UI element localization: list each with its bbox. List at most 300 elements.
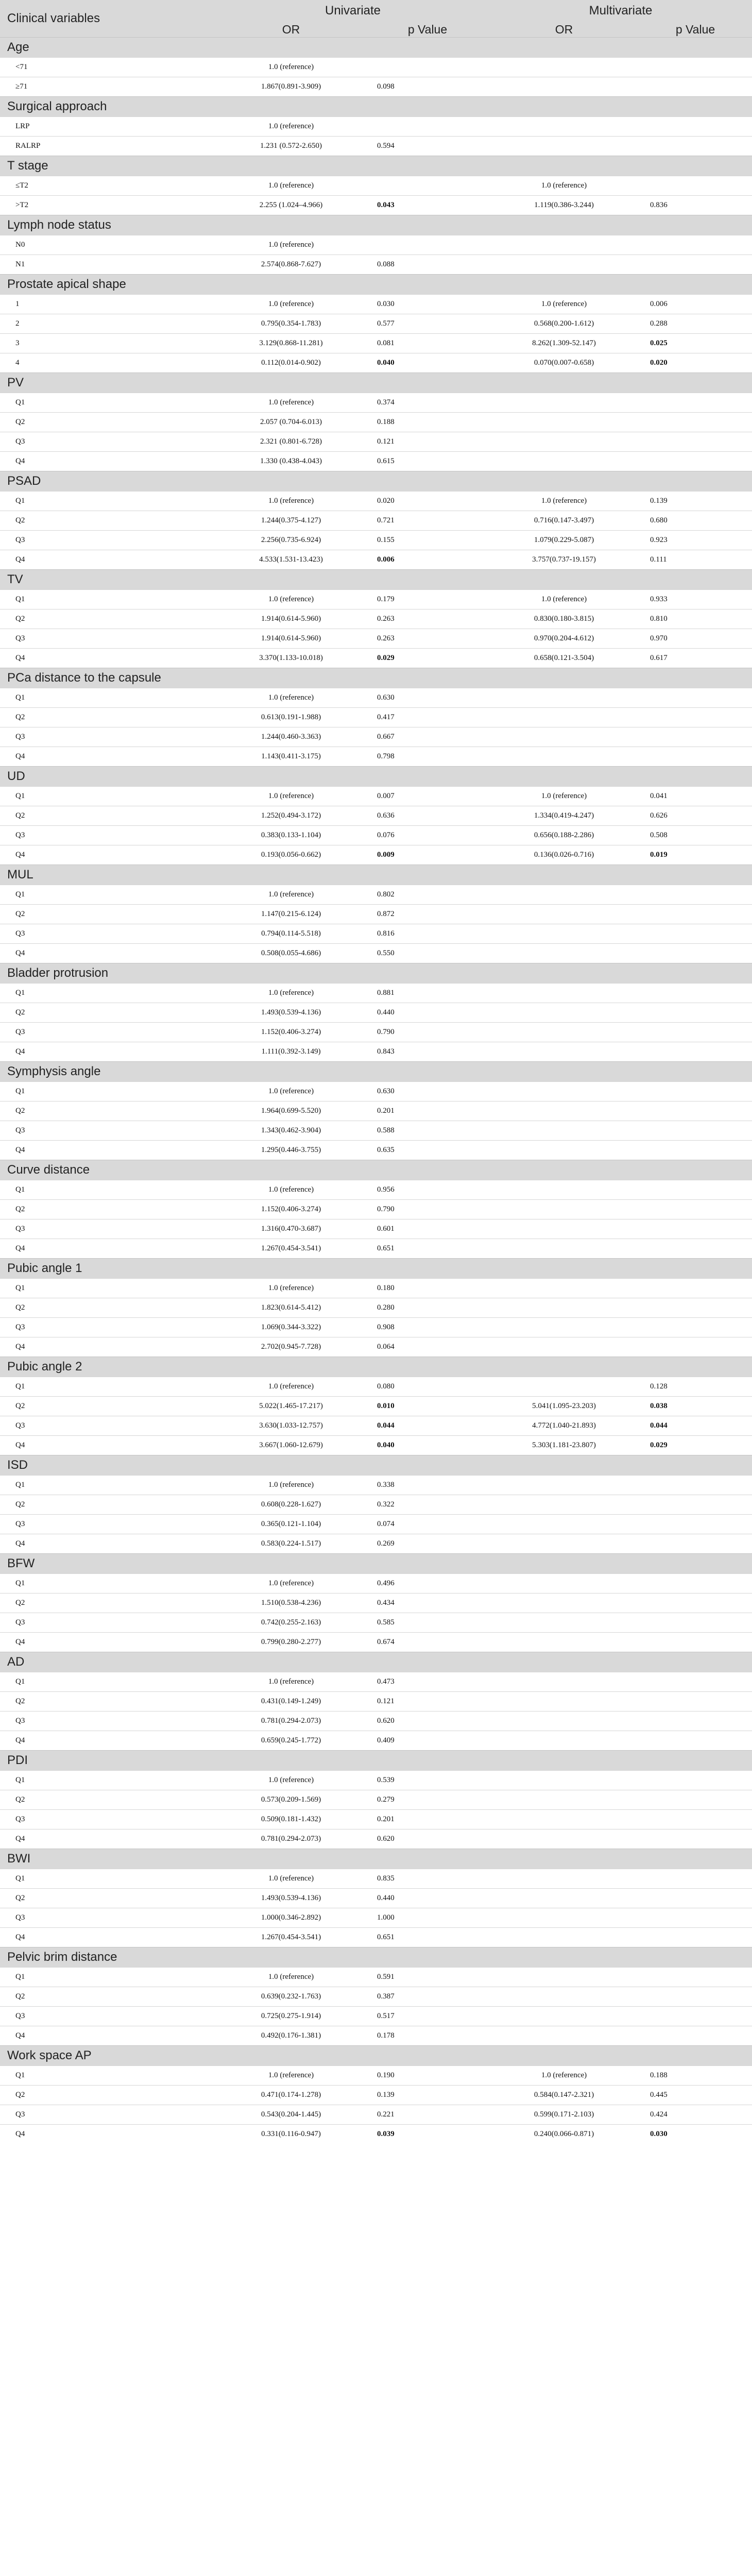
multivariate-p-cell: 0.128 xyxy=(639,1377,752,1397)
multivariate-p-cell: 0.188 xyxy=(639,2066,752,2086)
section-row xyxy=(0,275,752,295)
multivariate-or-cell: 0.658(0.121-3.504) xyxy=(489,649,639,668)
multivariate-p-cell: 0.044 xyxy=(639,1416,752,1436)
univariate-or-cell: 1.143(0.411-3.175) xyxy=(216,747,366,767)
section-row xyxy=(0,1554,752,1574)
row-label: Q3 xyxy=(0,2007,216,2026)
univariate-or-cell: 1.0 (reference) xyxy=(216,1574,366,1594)
table-row xyxy=(0,58,752,77)
row-label: N1 xyxy=(0,255,216,275)
univariate-or-cell: 1.0 (reference) xyxy=(216,1968,366,1987)
univariate-or-cell: 1.244(0.460-3.363) xyxy=(216,727,366,747)
section-row xyxy=(0,38,752,58)
multivariate-p-cell xyxy=(639,1121,752,1141)
multivariate-p-cell xyxy=(639,1711,752,1731)
section-title: Prostate apical shape xyxy=(0,275,752,295)
row-label: Q2 xyxy=(0,1298,216,1318)
table-row xyxy=(0,944,752,963)
univariate-p-cell: 0.263 xyxy=(366,629,489,649)
multivariate-p-cell xyxy=(639,924,752,944)
univariate-p-cell: 0.802 xyxy=(366,885,489,905)
section-title: MUL xyxy=(0,865,752,885)
univariate-or-cell: 1.111(0.392-3.149) xyxy=(216,1042,366,1062)
table-row xyxy=(0,117,752,137)
univariate-p-cell: 0.179 xyxy=(366,590,489,609)
multivariate-or-cell xyxy=(489,1672,639,1692)
multivariate-or-cell xyxy=(489,885,639,905)
multivariate-p-header: p Value xyxy=(639,22,752,38)
multivariate-p-cell xyxy=(639,1908,752,1928)
univariate-or-cell: 1.0 (reference) xyxy=(216,1771,366,1790)
table-row xyxy=(0,196,752,215)
row-label: Q4 xyxy=(0,1239,216,1259)
multivariate-or-cell: 0.240(0.066-0.871) xyxy=(489,2125,639,2144)
univariate-or-cell: 1.252(0.494-3.172) xyxy=(216,806,366,826)
multivariate-p-cell xyxy=(639,137,752,156)
row-label: Q1 xyxy=(0,984,216,1003)
section-title: BFW xyxy=(0,1554,752,1574)
row-label: Q1 xyxy=(0,590,216,609)
univariate-or-cell: 0.508(0.055-4.686) xyxy=(216,944,366,963)
univariate-p-cell: 0.591 xyxy=(366,1968,489,1987)
table-row xyxy=(0,747,752,767)
univariate-or-cell: 1.914(0.614-5.960) xyxy=(216,609,366,629)
row-label: Q2 xyxy=(0,413,216,432)
univariate-or-cell: 1.493(0.539-4.136) xyxy=(216,1889,366,1908)
univariate-or-cell: 1.510(0.538-4.236) xyxy=(216,1594,366,1613)
row-label: RALRP xyxy=(0,137,216,156)
table-row xyxy=(0,1968,752,1987)
univariate-p-cell: 0.121 xyxy=(366,1692,489,1711)
section-row xyxy=(0,1751,752,1771)
multivariate-p-cell: 0.111 xyxy=(639,550,752,570)
multivariate-or-cell xyxy=(489,1318,639,1337)
section-title: Pubic angle 2 xyxy=(0,1357,752,1377)
multivariate-p-cell: 0.680 xyxy=(639,511,752,531)
row-label: Q1 xyxy=(0,787,216,806)
multivariate-or-cell: 1.0 (reference) xyxy=(489,787,639,806)
multivariate-p-cell: 0.933 xyxy=(639,590,752,609)
multivariate-p-cell xyxy=(639,1141,752,1160)
univariate-p-cell: 0.615 xyxy=(366,452,489,471)
row-label: 1 xyxy=(0,295,216,314)
multivariate-p-cell: 0.508 xyxy=(639,826,752,845)
table-row xyxy=(0,629,752,649)
univariate-or-cell: 1.0 (reference) xyxy=(216,492,366,511)
table-row xyxy=(0,2086,752,2105)
multivariate-p-cell xyxy=(639,1337,752,1357)
multivariate-p-cell: 0.617 xyxy=(639,649,752,668)
univariate-or-cell: 1.964(0.699-5.520) xyxy=(216,1101,366,1121)
section-title: PDI xyxy=(0,1751,752,1771)
univariate-or-cell: 3.667(1.060-12.679) xyxy=(216,1436,366,1455)
table-row xyxy=(0,531,752,550)
univariate-or-cell: 0.794(0.114-5.518) xyxy=(216,924,366,944)
univariate-header: Univariate xyxy=(216,0,489,22)
table-row xyxy=(0,1397,752,1416)
row-label: Q4 xyxy=(0,747,216,767)
multivariate-p-cell: 0.038 xyxy=(639,1397,752,1416)
multivariate-or-cell xyxy=(489,1476,639,1495)
univariate-p-cell: 0.098 xyxy=(366,77,489,97)
multivariate-or-cell xyxy=(489,747,639,767)
multivariate-p-cell xyxy=(639,1987,752,2007)
univariate-p-cell: 0.908 xyxy=(366,1318,489,1337)
section-row xyxy=(0,865,752,885)
univariate-or-cell: 5.022(1.465-17.217) xyxy=(216,1397,366,1416)
multivariate-or-cell: 8.262(1.309-52.147) xyxy=(489,334,639,353)
multivariate-p-cell xyxy=(639,235,752,255)
multivariate-p-cell xyxy=(639,432,752,452)
univariate-p-cell: 0.539 xyxy=(366,1771,489,1790)
table-row xyxy=(0,2007,752,2026)
univariate-or-cell: 4.533(1.531-13.423) xyxy=(216,550,366,570)
univariate-or-header: OR xyxy=(216,22,366,38)
table-row xyxy=(0,787,752,806)
univariate-or-cell: 1.0 (reference) xyxy=(216,1476,366,1495)
univariate-or-cell: 1.0 (reference) xyxy=(216,984,366,1003)
univariate-or-cell: 0.509(0.181-1.432) xyxy=(216,1810,366,1829)
univariate-or-cell: 1.0 (reference) xyxy=(216,295,366,314)
univariate-p-cell: 0.076 xyxy=(366,826,489,845)
univariate-or-cell: 0.608(0.228-1.627) xyxy=(216,1495,366,1515)
multivariate-p-cell xyxy=(639,1869,752,1889)
section-title: T stage xyxy=(0,156,752,176)
univariate-p-cell: 0.872 xyxy=(366,905,489,924)
multivariate-or-cell xyxy=(489,1003,639,1023)
univariate-p-cell: 0.651 xyxy=(366,1239,489,1259)
table-row xyxy=(0,1908,752,1928)
multivariate-or-cell xyxy=(489,708,639,727)
univariate-p-cell xyxy=(366,117,489,137)
multivariate-p-cell xyxy=(639,1889,752,1908)
multivariate-p-cell: 0.139 xyxy=(639,492,752,511)
univariate-p-cell: 0.080 xyxy=(366,1377,489,1397)
univariate-or-cell: 0.795(0.354-1.783) xyxy=(216,314,366,334)
multivariate-p-cell xyxy=(639,1633,752,1652)
table-row xyxy=(0,1692,752,1711)
multivariate-or-cell: 5.041(1.095-23.203) xyxy=(489,1397,639,1416)
univariate-p-cell: 0.029 xyxy=(366,649,489,668)
multivariate-p-cell xyxy=(639,747,752,767)
multivariate-or-cell xyxy=(489,1790,639,1810)
row-label: Q4 xyxy=(0,1731,216,1751)
row-label: Q1 xyxy=(0,1574,216,1594)
univariate-or-cell: 2.574(0.868-7.627) xyxy=(216,255,366,275)
multivariate-or-cell xyxy=(489,413,639,432)
section-row xyxy=(0,373,752,393)
multivariate-p-cell xyxy=(639,176,752,196)
univariate-or-cell: 1.0 (reference) xyxy=(216,1180,366,1200)
univariate-p-cell: 0.221 xyxy=(366,2105,489,2125)
univariate-or-cell: 0.431(0.149-1.249) xyxy=(216,1692,366,1711)
table-row xyxy=(0,1476,752,1495)
table-row xyxy=(0,1829,752,1849)
univariate-or-cell: 0.573(0.209-1.569) xyxy=(216,1790,366,1810)
multivariate-or-cell xyxy=(489,1829,639,1849)
univariate-p-cell: 0.180 xyxy=(366,1279,489,1298)
univariate-p-cell: 0.630 xyxy=(366,688,489,708)
multivariate-p-cell: 0.041 xyxy=(639,787,752,806)
multivariate-or-cell xyxy=(489,1534,639,1554)
table-row xyxy=(0,708,752,727)
section-title: ISD xyxy=(0,1455,752,1476)
multivariate-or-cell: 3.757(0.737-19.157) xyxy=(489,550,639,570)
univariate-p-cell: 0.585 xyxy=(366,1613,489,1633)
row-label: Q1 xyxy=(0,1279,216,1298)
multivariate-p-cell: 0.006 xyxy=(639,295,752,314)
table-row xyxy=(0,1810,752,1829)
univariate-p-cell: 0.667 xyxy=(366,727,489,747)
table-row xyxy=(0,1771,752,1790)
multivariate-p-cell: 0.445 xyxy=(639,2086,752,2105)
row-label: Q3 xyxy=(0,1515,216,1534)
table-row xyxy=(0,1711,752,1731)
row-label: Q4 xyxy=(0,845,216,865)
table-row xyxy=(0,924,752,944)
univariate-or-cell: 1.0 (reference) xyxy=(216,590,366,609)
univariate-p-cell: 0.790 xyxy=(366,1023,489,1042)
row-label: Q2 xyxy=(0,1003,216,1023)
univariate-or-cell: 0.112(0.014-0.902) xyxy=(216,353,366,373)
univariate-or-cell: 1.0 (reference) xyxy=(216,393,366,413)
univariate-p-cell: 0.338 xyxy=(366,1476,489,1495)
multivariate-or-cell xyxy=(489,1515,639,1534)
multivariate-or-cell xyxy=(489,1810,639,1829)
row-label: Q3 xyxy=(0,826,216,845)
section-title: PV xyxy=(0,373,752,393)
univariate-p-cell: 0.190 xyxy=(366,2066,489,2086)
univariate-p-cell: 0.139 xyxy=(366,2086,489,2105)
univariate-or-cell: 0.492(0.176-1.381) xyxy=(216,2026,366,2046)
multivariate-or-cell xyxy=(489,944,639,963)
multivariate-or-cell xyxy=(489,1613,639,1633)
univariate-or-cell: 1.000(0.346-2.892) xyxy=(216,1908,366,1928)
univariate-p-cell: 0.155 xyxy=(366,531,489,550)
univariate-p-cell: 0.201 xyxy=(366,1101,489,1121)
table-row xyxy=(0,255,752,275)
univariate-p-cell: 0.798 xyxy=(366,747,489,767)
univariate-p-cell: 0.188 xyxy=(366,413,489,432)
multivariate-or-cell xyxy=(489,1141,639,1160)
multivariate-header: Multivariate xyxy=(489,0,752,22)
section-title: PCa distance to the capsule xyxy=(0,668,752,688)
table-row xyxy=(0,1987,752,2007)
table-row xyxy=(0,984,752,1003)
table-row xyxy=(0,295,752,314)
table-row xyxy=(0,1219,752,1239)
multivariate-or-cell xyxy=(489,1200,639,1219)
row-label: Q2 xyxy=(0,609,216,629)
univariate-or-cell: 0.543(0.204-1.445) xyxy=(216,2105,366,2125)
univariate-or-cell: 0.193(0.056-0.662) xyxy=(216,845,366,865)
table-row xyxy=(0,432,752,452)
univariate-or-cell: 3.630(1.033-12.757) xyxy=(216,1416,366,1436)
table-row xyxy=(0,1121,752,1141)
multivariate-or-cell xyxy=(489,137,639,156)
row-label: Q4 xyxy=(0,1337,216,1357)
univariate-or-cell: 2.255 (1.024–4.966) xyxy=(216,196,366,215)
row-label: Q2 xyxy=(0,1987,216,2007)
table-header xyxy=(0,0,752,38)
univariate-or-cell: 1.244(0.375-4.127) xyxy=(216,511,366,531)
multivariate-or-cell xyxy=(489,1377,639,1397)
univariate-p-cell: 0.043 xyxy=(366,196,489,215)
univariate-p-cell: 0.064 xyxy=(366,1337,489,1357)
univariate-or-cell: 0.799(0.280-2.277) xyxy=(216,1633,366,1652)
row-label: Q3 xyxy=(0,1416,216,1436)
row-label: ≤T2 xyxy=(0,176,216,196)
row-label: Q1 xyxy=(0,2066,216,2086)
univariate-or-cell: 0.383(0.133-1.104) xyxy=(216,826,366,845)
row-label: Q3 xyxy=(0,727,216,747)
table-row xyxy=(0,452,752,471)
univariate-or-cell: 1.0 (reference) xyxy=(216,176,366,196)
section-row xyxy=(0,215,752,235)
row-label: Q1 xyxy=(0,1968,216,1987)
univariate-p-cell: 0.006 xyxy=(366,550,489,570)
row-label: Q3 xyxy=(0,531,216,550)
multivariate-or-cell xyxy=(489,1771,639,1790)
row-label: Q2 xyxy=(0,806,216,826)
table-row xyxy=(0,2026,752,2046)
univariate-p-cell: 0.881 xyxy=(366,984,489,1003)
multivariate-p-cell xyxy=(639,1200,752,1219)
header-row-top xyxy=(0,0,752,22)
univariate-p-cell: 1.000 xyxy=(366,1908,489,1928)
multivariate-or-cell xyxy=(489,1908,639,1928)
row-label: 4 xyxy=(0,353,216,373)
multivariate-or-cell: 0.970(0.204-4.612) xyxy=(489,629,639,649)
univariate-p-cell: 0.434 xyxy=(366,1594,489,1613)
univariate-or-cell: 1.069(0.344-3.322) xyxy=(216,1318,366,1337)
multivariate-or-cell xyxy=(489,1731,639,1751)
row-label: Q4 xyxy=(0,1829,216,1849)
multivariate-p-cell xyxy=(639,1476,752,1495)
univariate-p-cell: 0.550 xyxy=(366,944,489,963)
row-label: Q3 xyxy=(0,1613,216,1633)
univariate-or-cell: 1.0 (reference) xyxy=(216,2066,366,2086)
table-row xyxy=(0,688,752,708)
multivariate-p-cell xyxy=(639,1003,752,1023)
multivariate-p-cell: 0.029 xyxy=(639,1436,752,1455)
multivariate-or-cell xyxy=(489,727,639,747)
multivariate-or-cell: 1.0 (reference) xyxy=(489,590,639,609)
multivariate-p-cell: 0.626 xyxy=(639,806,752,826)
multivariate-p-cell: 0.810 xyxy=(639,609,752,629)
multivariate-or-cell xyxy=(489,255,639,275)
univariate-p-cell: 0.473 xyxy=(366,1672,489,1692)
multivariate-p-cell xyxy=(639,413,752,432)
multivariate-or-cell: 1.0 (reference) xyxy=(489,176,639,196)
section-row xyxy=(0,1062,752,1082)
row-label: Q3 xyxy=(0,1121,216,1141)
univariate-p-cell: 0.651 xyxy=(366,1928,489,1947)
row-label: Q2 xyxy=(0,1790,216,1810)
table-row xyxy=(0,1180,752,1200)
multivariate-p-cell xyxy=(639,1279,752,1298)
table-row xyxy=(0,590,752,609)
univariate-p-cell: 0.201 xyxy=(366,1810,489,1829)
multivariate-or-cell: 0.656(0.188-2.286) xyxy=(489,826,639,845)
table-row xyxy=(0,905,752,924)
univariate-or-cell: 1.0 (reference) xyxy=(216,787,366,806)
multivariate-or-cell: 0.070(0.007-0.658) xyxy=(489,353,639,373)
table-row xyxy=(0,1377,752,1397)
section-title: Pubic angle 1 xyxy=(0,1259,752,1279)
row-label: Q3 xyxy=(0,1908,216,1928)
row-label: Q2 xyxy=(0,1889,216,1908)
univariate-p-cell: 0.088 xyxy=(366,255,489,275)
multivariate-p-cell xyxy=(639,905,752,924)
section-title: BWI xyxy=(0,1849,752,1869)
row-label: Q4 xyxy=(0,1633,216,1652)
univariate-p-cell: 0.620 xyxy=(366,1711,489,1731)
table-row xyxy=(0,1082,752,1101)
multivariate-p-cell: 0.923 xyxy=(639,531,752,550)
section-row xyxy=(0,2046,752,2066)
univariate-or-cell: 1.343(0.462-3.904) xyxy=(216,1121,366,1141)
univariate-p-cell: 0.674 xyxy=(366,1633,489,1652)
univariate-p-cell: 0.577 xyxy=(366,314,489,334)
univariate-or-cell: 0.471(0.174-1.278) xyxy=(216,2086,366,2105)
table-row xyxy=(0,1731,752,1751)
multivariate-p-cell xyxy=(639,1239,752,1259)
table-row xyxy=(0,1495,752,1515)
section-title: Work space AP xyxy=(0,2046,752,2066)
multivariate-or-cell xyxy=(489,688,639,708)
section-title: TV xyxy=(0,570,752,590)
multivariate-or-cell: 1.119(0.386-3.244) xyxy=(489,196,639,215)
multivariate-or-cell xyxy=(489,1889,639,1908)
univariate-or-cell: 1.330 (0.438-4.043) xyxy=(216,452,366,471)
univariate-p-cell: 0.030 xyxy=(366,295,489,314)
multivariate-p-cell xyxy=(639,1101,752,1121)
section-title: Lymph node status xyxy=(0,215,752,235)
row-label: Q1 xyxy=(0,492,216,511)
univariate-p-cell: 0.269 xyxy=(366,1534,489,1554)
row-label: <71 xyxy=(0,58,216,77)
univariate-or-cell: 1.147(0.215-6.124) xyxy=(216,905,366,924)
univariate-or-cell: 1.0 (reference) xyxy=(216,1869,366,1889)
univariate-p-cell: 0.636 xyxy=(366,806,489,826)
section-row xyxy=(0,767,752,787)
univariate-p-cell: 0.074 xyxy=(366,1515,489,1534)
row-label: LRP xyxy=(0,117,216,137)
univariate-p-cell: 0.721 xyxy=(366,511,489,531)
row-label: Q1 xyxy=(0,1771,216,1790)
univariate-or-cell: 1.267(0.454-3.541) xyxy=(216,1239,366,1259)
row-label: Q4 xyxy=(0,944,216,963)
table-body xyxy=(0,38,752,2144)
multivariate-p-cell xyxy=(639,393,752,413)
multivariate-or-cell xyxy=(489,1337,639,1357)
row-label: Q4 xyxy=(0,1141,216,1160)
multivariate-p-cell xyxy=(639,1219,752,1239)
table-row xyxy=(0,1790,752,1810)
multivariate-or-cell xyxy=(489,432,639,452)
multivariate-p-cell: 0.288 xyxy=(639,314,752,334)
section-row xyxy=(0,1455,752,1476)
univariate-p-cell: 0.630 xyxy=(366,1082,489,1101)
multivariate-or-header: OR xyxy=(489,22,639,38)
table-row xyxy=(0,649,752,668)
row-label: Q2 xyxy=(0,1397,216,1416)
multivariate-p-cell xyxy=(639,117,752,137)
univariate-p-cell: 0.178 xyxy=(366,2026,489,2046)
section-row xyxy=(0,1259,752,1279)
univariate-or-cell: 0.365(0.121-1.104) xyxy=(216,1515,366,1534)
